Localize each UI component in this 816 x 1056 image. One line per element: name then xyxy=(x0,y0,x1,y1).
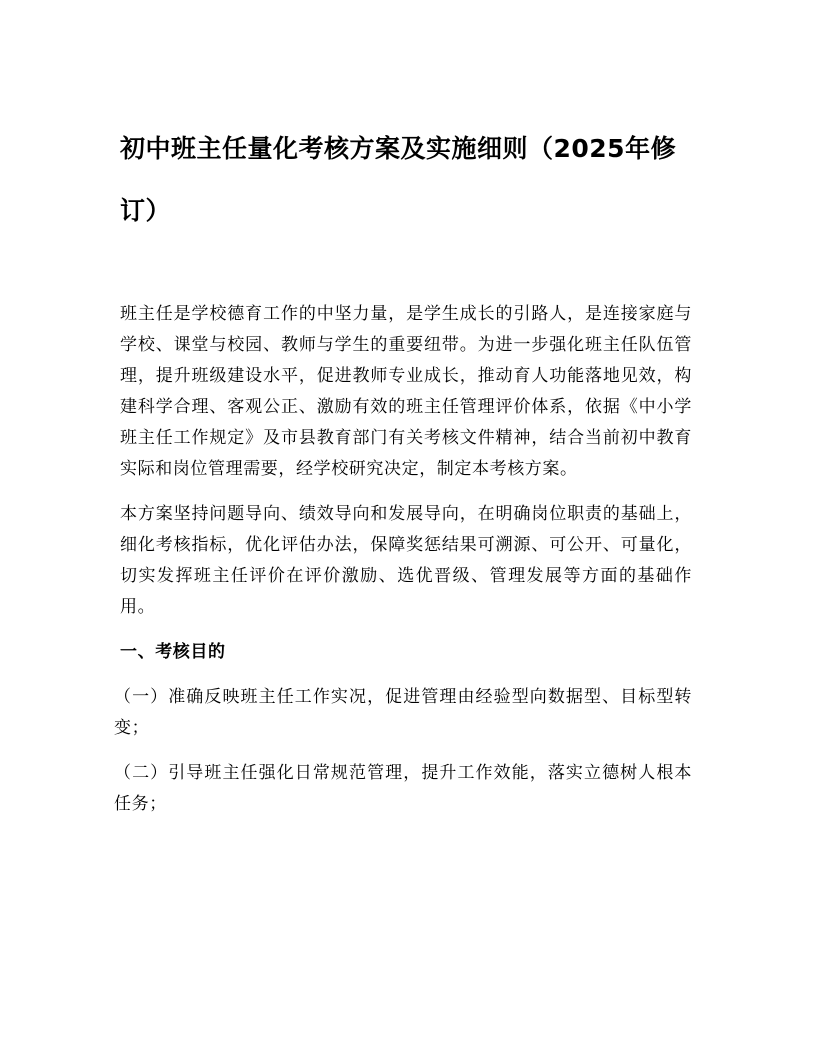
document-title: 初中班主任量化考核方案及实施细则（2025年修订） xyxy=(120,134,677,225)
section-heading-purpose: 一、考核目的 xyxy=(120,642,226,662)
intro-paragraph-2: 本方案坚持问题导向、绩效导向和发展导向，在明确岗位职责的基础上，细化考核指标，优化评估办法，保障奖惩结果可溯源、可公开、可量化，切实发挥班主任评价在评价激励、选优晋级、管理发展等方面的基础作用。 xyxy=(120,504,692,617)
intro-paragraph-1: 班主任是学校德育工作的中坚力量，是学生成长的引路人，是连接家庭与学校、课堂与校园、教师与学生的重要纽带。为进一步强化班主任队伍管理，提升班级建设水平，促进教师专业成长，推动育人功能落地见效，构建科学合理、客观公正、激励有效的班主任管理评价体系，依据《中小学班主任工作规定》及市县教育部门有关考核文件精神，结合当前初中教育实际和岗位管理需要，经学校研究决定，制定本考核方案。 xyxy=(120,304,692,479)
purpose-item-2: （二）引导班主任强化日常规范管理，提升工作效能，落实立德树人根本任务； xyxy=(114,763,692,814)
document-body xyxy=(114,299,692,834)
purpose-item-1: （一）准确反映班主任工作实况，促进管理由经验型向数据型、目标型转变； xyxy=(114,687,692,738)
